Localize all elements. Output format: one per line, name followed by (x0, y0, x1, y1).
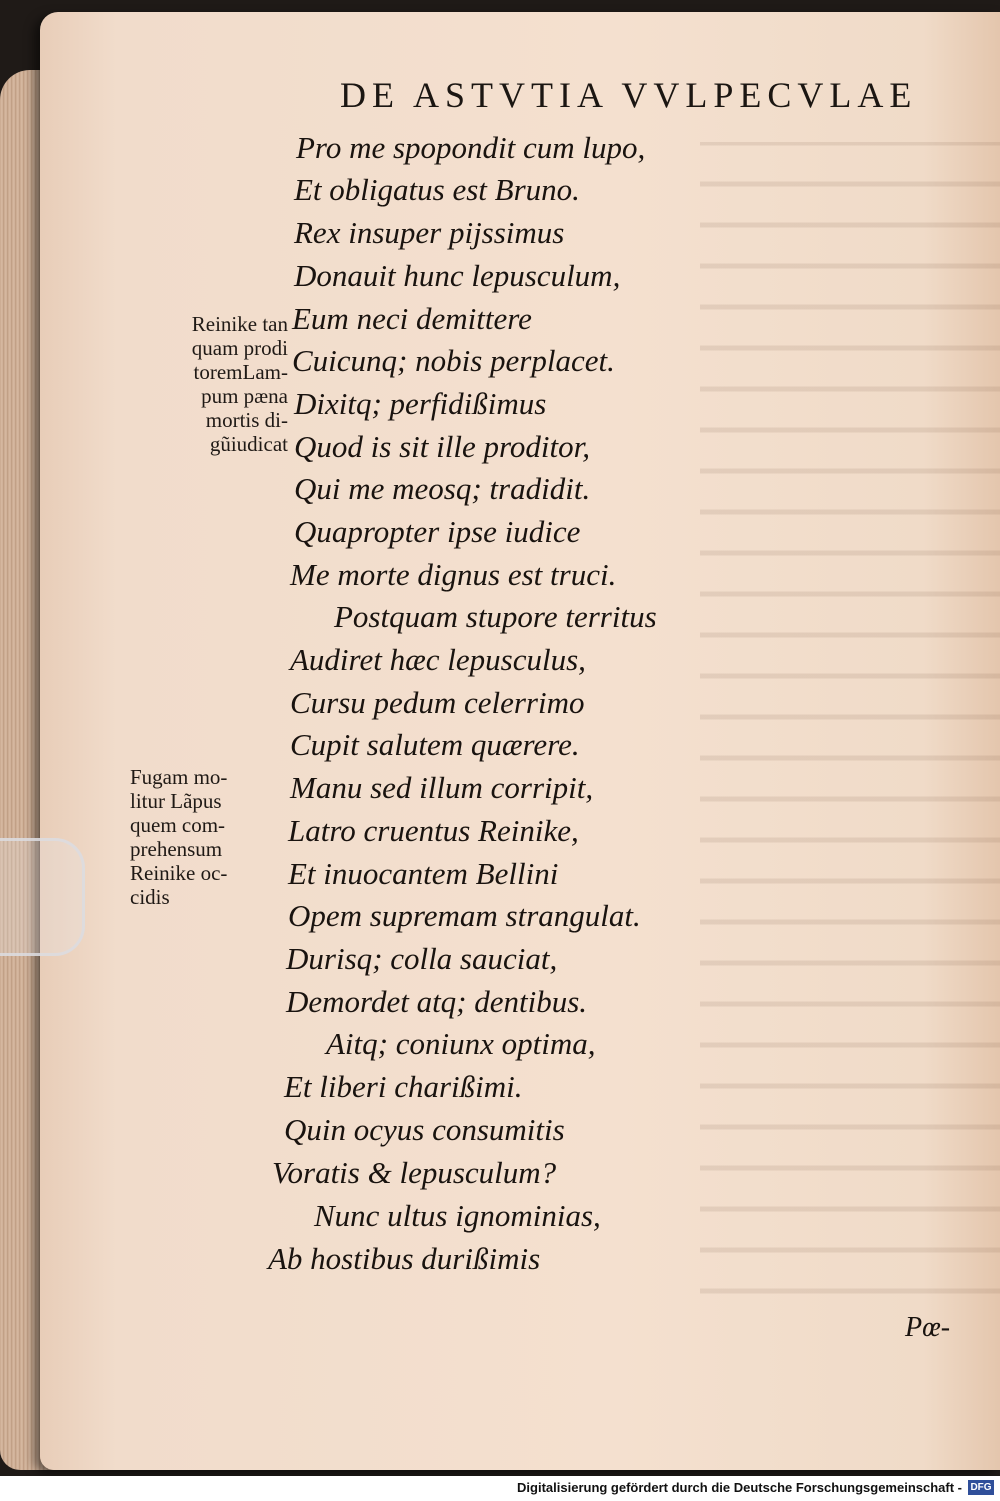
margin-note-line: gũiudicat (209, 432, 288, 456)
margin-note-2 (130, 765, 280, 909)
verse-line: Demordet atq; dentibus. (286, 984, 588, 1019)
verse-line: Cursu pedum celerrimo (290, 685, 585, 720)
verse-line: Manu sed illum corripit, (290, 770, 594, 805)
verse-line: Rex insuper pijssimus (294, 215, 565, 250)
margin-note-line: prehensum (130, 837, 223, 861)
verse-line: Dixitq; perfidißimus (294, 386, 547, 421)
verse-line: Postquam stupore territus (334, 599, 657, 634)
verse-line: Et liberi charißimi. (284, 1069, 523, 1104)
verse-line: Quapropter ipse iudice (294, 514, 581, 549)
verse-line: Aitq; coniunx optima, (326, 1026, 596, 1061)
verse-line: Latro cruentus Reinike, (288, 813, 579, 848)
verse-line: Cupit salutem quærere. (290, 727, 580, 762)
verse-line: Audiret hæc lepusculus, (290, 642, 586, 677)
verse-line: Quod is sit ille proditor, (294, 429, 590, 464)
show-through-text (700, 142, 1000, 1322)
verse-line: Pro me spopondit cum lupo, (296, 130, 646, 165)
funding-credit: Digitalisierung gefördert durch die Deutsche Forschungsgemeinschaft - (517, 1480, 962, 1495)
running-header: DE ASTVTIA VVLPECVLAE (340, 75, 918, 115)
margin-note-line: Reinike tan (191, 312, 288, 336)
margin-note-line: cidis (130, 885, 170, 909)
verse-line: Opem supremam strangulat. (288, 898, 641, 933)
margin-note-line: litur Lãpus (130, 789, 222, 813)
verse-line: Nunc ultus ignominias, (314, 1198, 601, 1233)
margin-note-line: Fugam mo- (130, 765, 228, 789)
verse-line: Eum neci demittere (292, 301, 532, 336)
page-clip (0, 838, 85, 956)
verse-line: Qui me meosq; tradidit. (294, 471, 591, 506)
margin-note-line: toremLam- (193, 360, 288, 384)
verse-line: Et obligatus est Bruno. (294, 172, 580, 207)
digitization-footer (0, 1476, 1000, 1501)
margin-note-line: quem com- (130, 813, 226, 837)
dfg-logo[interactable]: DFG (968, 1480, 994, 1495)
verse-line: Et inuocantem Bellini (288, 856, 559, 891)
margin-note-line: Reinike oc- (130, 861, 228, 885)
verse-line: Voratis & lepusculum? (272, 1155, 557, 1190)
verse-line: Quin ocyus consumitis (284, 1112, 565, 1147)
verse-line: Ab hostibus durißimis (268, 1241, 541, 1276)
margin-note-line: mortis di- (205, 408, 288, 432)
margin-note-line: quam prodi (191, 336, 288, 360)
verse-line: Me morte dignus est truci. (290, 557, 617, 592)
verse-line: Donauit hunc lepusculum, (294, 258, 621, 293)
margin-note-1 (130, 312, 288, 456)
verse-line: Cuicunq; nobis perplacet. (292, 343, 615, 378)
catchword: Pœ- (905, 1312, 951, 1343)
margin-note-line: pum pæna (201, 384, 288, 408)
verse-line: Durisq; colla sauciat, (286, 941, 558, 976)
